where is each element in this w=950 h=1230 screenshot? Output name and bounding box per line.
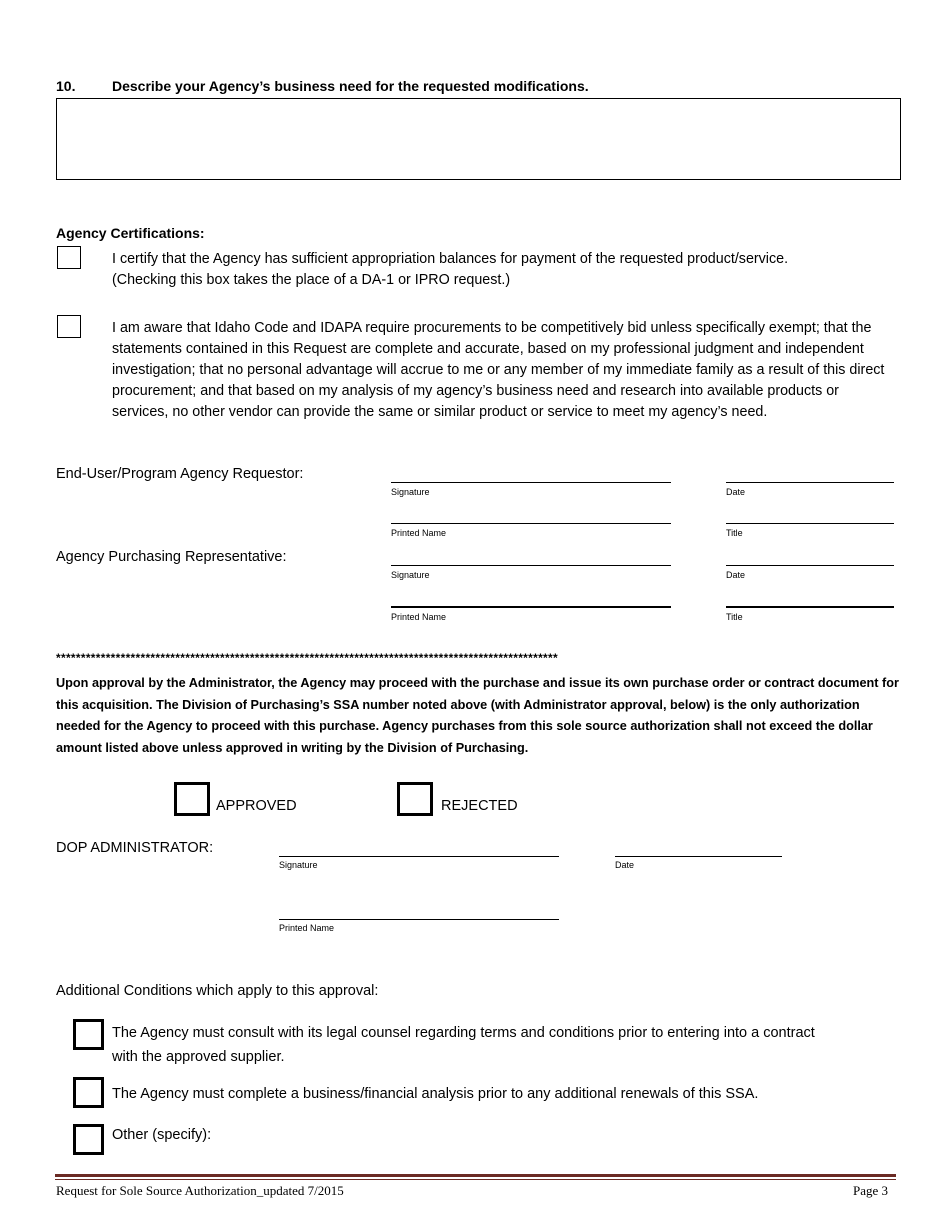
approved-checkbox[interactable] — [174, 782, 210, 816]
other-specify-text: Other (specify): — [112, 1127, 212, 1143]
financial-analysis-text: The Agency must complete a business/financial analysis prior to any additional renewals of this SSA. — [112, 1086, 759, 1102]
appropriation-certify-checkbox[interactable] — [57, 246, 81, 269]
rejected-label: REJECTED — [441, 798, 518, 814]
purchasing-title-line[interactable] — [726, 606, 894, 608]
requestor-signature-caption: Signature — [391, 487, 430, 497]
administrator-printed-name-line[interactable] — [279, 919, 559, 920]
purchasing-signature-line[interactable] — [391, 565, 671, 566]
purchasing-date-caption: Date — [726, 570, 746, 580]
requestor-printed-name-caption: Printed Name — [391, 528, 447, 538]
purchasing-date-line[interactable] — [726, 565, 894, 566]
requestor-signature-line[interactable] — [391, 482, 671, 483]
purchasing-title-caption: Title — [726, 612, 743, 622]
purchasing-printed-name-caption: Printed Name — [391, 612, 447, 622]
purchasing-signature-caption: Signature — [391, 570, 430, 580]
certifications-heading: Agency Certifications: — [56, 225, 205, 241]
approval-notice: Upon approval by the Administrator, the Agency may proceed with the purchase and issue its own purchase order or contract document for this acquisition. The Division of Purchasing’s SSA number noted above (with Administrator approval, below) is the only authorization needed for the Agency to proceed with this purchase. Agency purchases from this sole source authorization shall not exceed the dollar amount listed above unless approved in writing by the Division of Purchasing. — [56, 676, 899, 755]
requestor-date-line[interactable] — [726, 482, 894, 483]
purchasing-printed-name-line[interactable] — [391, 606, 671, 608]
legal-counsel-checkbox[interactable] — [73, 1019, 104, 1050]
legal-counsel-text — [112, 1021, 815, 1069]
separator-stars: ***************************************************************************************************** — [56, 651, 558, 665]
legal-counsel-line2: with the approved supplier. — [112, 1049, 285, 1065]
administrator-date-line[interactable] — [615, 856, 782, 857]
administrator-printed-name-caption: Printed Name — [279, 923, 335, 933]
dop-administrator-label: DOP ADMINISTRATOR: — [56, 840, 214, 856]
other-specify-checkbox[interactable] — [73, 1124, 104, 1155]
footer-rule-thin — [55, 1179, 896, 1180]
rejected-checkbox[interactable] — [397, 782, 433, 816]
question-number: 10. — [56, 78, 76, 94]
approved-label: APPROVED — [216, 798, 297, 814]
purchasing-rep-label: Agency Purchasing Representative: — [56, 549, 287, 565]
financial-analysis-checkbox[interactable] — [73, 1077, 104, 1108]
administrator-date-caption: Date — [615, 860, 635, 870]
appropriation-certify-text — [112, 249, 788, 291]
question-text: Describe your Agency’s business need for the requested modifications. — [112, 78, 589, 94]
administrator-signature-line[interactable] — [279, 856, 559, 857]
footer-document-title: Request for Sole Source Authorization_updated 7/2015 — [56, 1183, 344, 1198]
requestor-printed-name-line[interactable] — [391, 523, 671, 524]
appropriation-certify-line1: I certify that the Agency has sufficient appropriation balances for payment of the requested product/service. — [112, 251, 789, 267]
conditions-heading: Additional Conditions which apply to this approval: — [56, 983, 379, 999]
legal-counsel-line1: The Agency must consult with its legal counsel regarding terms and conditions prior to entering into a contract — [112, 1025, 815, 1041]
awareness-certify-checkbox[interactable] — [57, 315, 81, 338]
appropriation-certify-line2: (Checking this box takes the place of a DA-1 or IPRO request.) — [112, 272, 511, 288]
requestor-title-caption: Title — [726, 528, 743, 538]
footer-page-number: Page 3 — [853, 1183, 889, 1198]
footer-rule-thick — [55, 1174, 896, 1177]
requestor-date-caption: Date — [726, 487, 746, 497]
requestor-label: End-User/Program Agency Requestor: — [56, 466, 304, 482]
requestor-title-line[interactable] — [726, 523, 894, 524]
administrator-signature-caption: Signature — [279, 860, 318, 870]
awareness-certify-text: I am aware that Idaho Code and IDAPA require procurements to be competitively bid unless specifically exempt; that the statements contained in this Request are complete and accurate, based on my professional judgment and independent investigation; that no personal advantage will accrue to me or any member of my immediate family as a result of this direct procurement; and that based on my analysis of my agency’s business need and research into available products or services, no other vendor can provide the same or similar product or service to meet my agency’s need. — [112, 320, 885, 420]
business-need-textbox[interactable] — [56, 98, 901, 180]
